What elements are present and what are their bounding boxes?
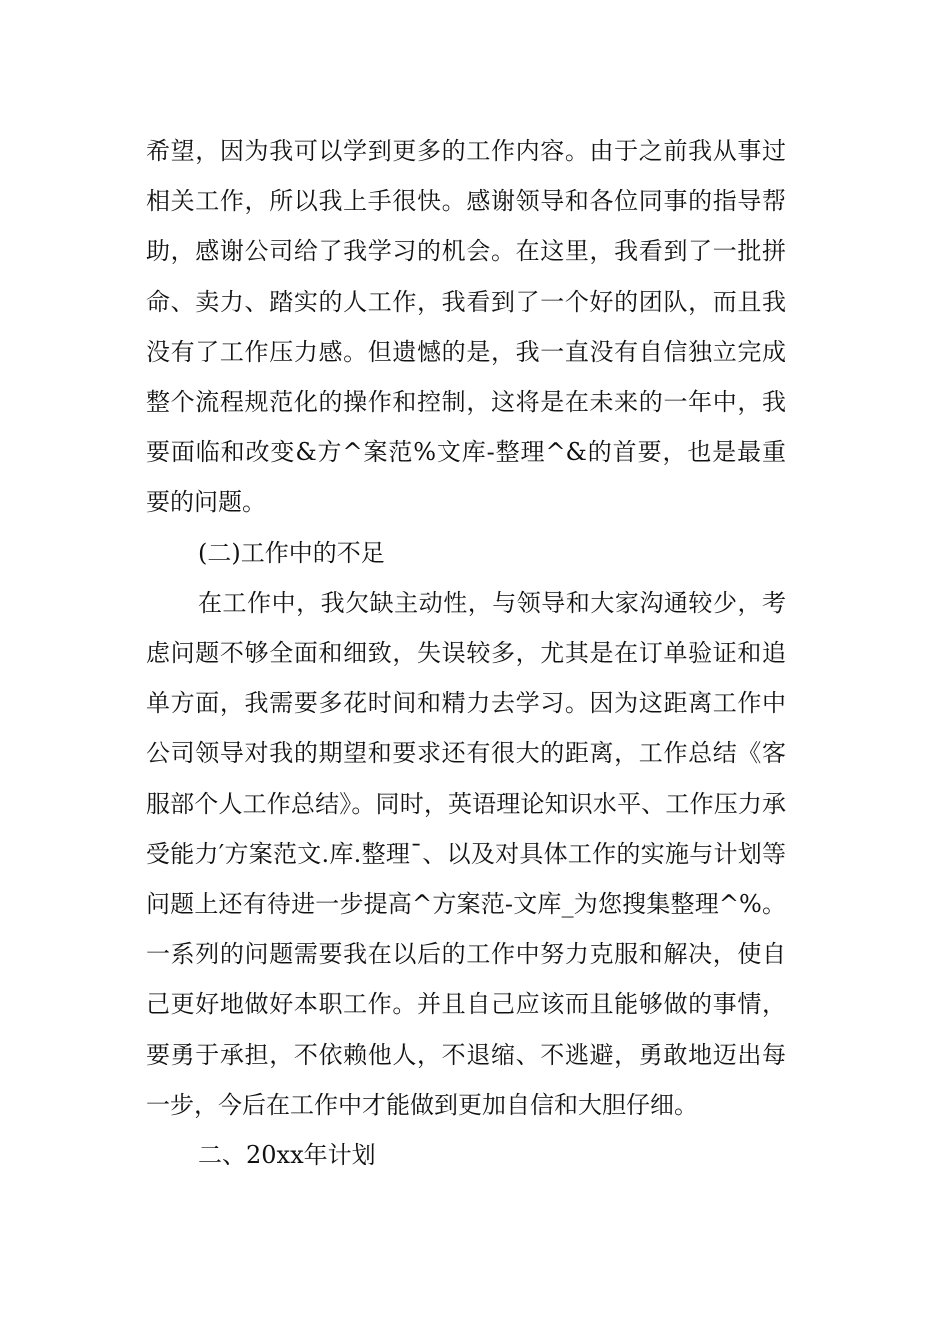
paragraph-shortcomings: 在工作中，我欠缺主动性，与领导和大家沟通较少，考虑问题不够全面和细致，失误较多，尤其是在订单验证和追单方面，我需要多花时间和精力去学习。因为这距离工作中公司领导对我的期望和要求还有很大的距离，工作总结《客服部个人工作总结》。同时，英语理论知识水平、工作压力承受能力′方案范文.库.整理¯、以及对具体工作的实施与计划等问题上还有待进一步提高^方案范-文库_为您搜集整理^%。一系列的问题需要我在以后的工作中努力克服和解决，使自己更好地做好本职工作。并且自己应该而且能够做的事情，要勇于承担，不依赖他人，不退缩、不逃避，勇敢地迈出每一步，今后在工作中才能做到更加自信和大胆仔细。 — [146, 588, 786, 1119]
paragraph-continuation: 希望，因为我可以学到更多的工作内容。由于之前我从事过相关工作，所以我上手很快。感谢领导和各位同事的指导帮助，感谢公司给了我学习的机会。在这里，我看到了一批拼命、卖力、踏实的人工作，我看到了一个好的团队，而且我没有了工作压力感。但遗憾的是，我一直没有自信独立完成整个流程规范化的操作和控制，这将是在未来的一年中，我要面临和改变&方^案范%文库-整理^&的首要，也是最重要的问题。 — [146, 137, 786, 517]
section-heading-shortcomings: (二)工作中的不足 — [198, 538, 385, 567]
section-heading-plan: 二、20xx年计划 — [198, 1141, 376, 1170]
document-body — [146, 126, 786, 1180]
